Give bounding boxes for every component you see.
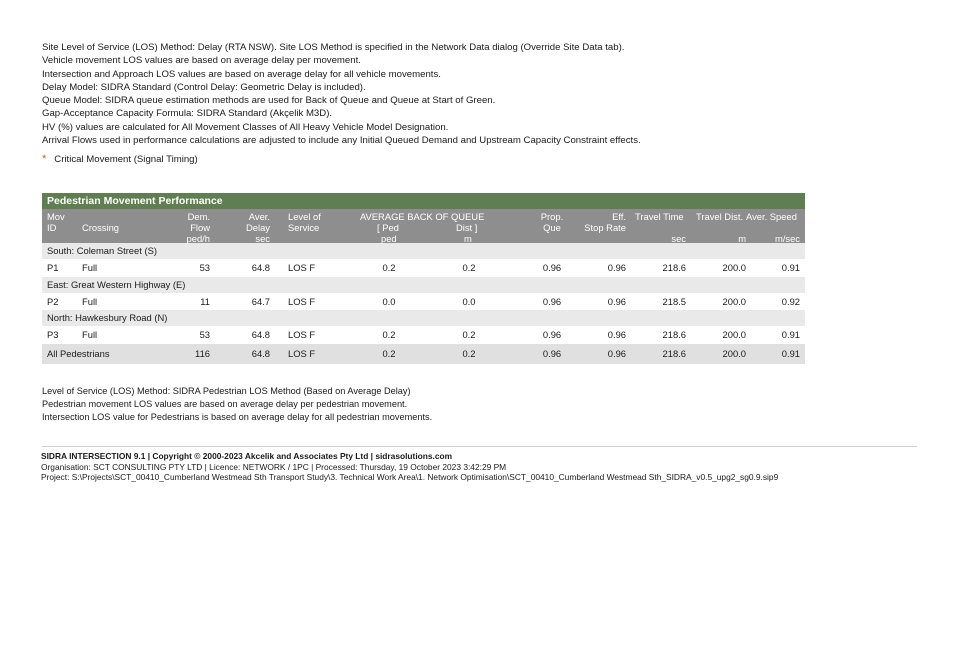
header-travel-dist-unit: m — [738, 233, 746, 244]
cell-aver-speed: 0.92 — [781, 295, 800, 307]
cell-aver-speed: 0.91 — [781, 329, 800, 340]
los-method-notes — [42, 385, 432, 424]
header-prop: Prop. — [540, 211, 564, 222]
cell-id: P3 — [47, 329, 59, 340]
cell-aver-speed: 0.91 — [781, 347, 800, 359]
critical-movement-legend — [42, 153, 198, 165]
cell-queue-ped: 0.2 — [382, 262, 396, 273]
header-average-back-of-queue: AVERAGE BACK OF QUEUE — [360, 211, 485, 222]
cell-stop-rate: 0.96 — [607, 347, 626, 359]
cell-flow: 11 — [200, 295, 210, 307]
table-header — [42, 209, 805, 243]
approach-header-south: South: Coleman Street (S) — [42, 243, 805, 259]
cell-delay: 64.8 — [251, 262, 270, 273]
header-aver-speed: Aver. Speed — [746, 211, 797, 222]
header-que: Que — [543, 222, 561, 233]
header-stop-rate: Stop Rate — [584, 222, 626, 233]
header-ped: [ Ped — [377, 222, 399, 233]
note-line: Delay Model: SIDRA Standard (Control Delay: Geometric Delay is included). — [42, 81, 366, 93]
header-delay-unit: sec — [255, 233, 270, 244]
cell-queue-dist: 0.0 — [462, 295, 476, 307]
note-line: Pedestrian movement LOS values are based on average delay per pedestrian movement. — [42, 399, 408, 409]
table-row — [42, 293, 805, 311]
cell-stop-rate: 0.96 — [607, 295, 626, 307]
header-crossing: Crossing — [82, 222, 119, 233]
cell-flow: 53 — [199, 329, 210, 340]
header-dist-unit: m — [464, 233, 472, 244]
cell-queue-ped: 0.0 — [382, 295, 396, 307]
header-eff: Eff. — [612, 211, 626, 222]
cell-aver-speed: 0.91 — [781, 262, 800, 273]
approach-header-east: East: Great Western Highway (E) — [42, 277, 805, 293]
note-line: Intersection and Approach LOS values are based on average delay for all vehicle movements. — [42, 68, 441, 80]
header-travel-dist: Travel Dist. — [696, 211, 744, 222]
critical-movement-label: Critical Movement (Signal Timing) — [54, 154, 198, 165]
note-line: HV (%) values are calculated for All Movement Classes of All Heavy Vehicle Model Designation. — [42, 121, 449, 133]
cell-travel-time: 218.6 — [662, 262, 686, 273]
cell-travel-time: 218.6 — [662, 347, 686, 359]
cell-prop-que: 0.96 — [542, 347, 562, 359]
note-line: Site Level of Service (LOS) Method: Delay (RTA NSW). Site LOS Method is specified in the Network Data dialog (Override Site Data tab). — [42, 42, 625, 53]
cell-queue-ped: 0.2 — [382, 329, 396, 340]
cell-stop-rate: 0.96 — [607, 262, 626, 273]
header-dist: Dist ] — [456, 222, 478, 233]
pedestrian-performance-table — [42, 193, 805, 364]
cell-delay: 64.8 — [251, 347, 270, 359]
method-notes — [42, 41, 641, 147]
table-title: Pedestrian Movement Performance — [42, 193, 805, 209]
cell-total-label: All Pedestrians — [47, 347, 110, 359]
header-flow: Flow — [190, 222, 210, 233]
cell-flow: 53 — [199, 262, 210, 273]
note-line: Intersection LOS value for Pedestrians is based on average delay for all pedestrian movements. — [42, 412, 433, 422]
table-total-row — [42, 344, 805, 364]
cell-id: P1 — [47, 262, 59, 273]
cell-id: P2 — [47, 295, 59, 307]
cell-travel-time: 218.5 — [662, 295, 686, 307]
cell-prop-que: 0.96 — [542, 329, 562, 340]
cell-queue-dist: 0.2 — [462, 262, 476, 273]
note-line: Level of Service (LOS) Method: SIDRA Pedestrian LOS Method (Based on Average Delay) — [42, 386, 411, 396]
header-service: Service — [288, 222, 320, 233]
header-travel-time-unit: sec — [671, 233, 686, 244]
cell-delay: 64.7 — [251, 295, 270, 307]
header-ped-unit: ped — [381, 233, 397, 244]
cell-crossing: Full — [82, 329, 98, 340]
header-aver-speed-unit: m/sec — [774, 233, 800, 244]
header-flow-unit: ped/h — [186, 233, 210, 244]
cell-prop-que: 0.96 — [542, 262, 562, 273]
note-line: Arrival Flows used in performance calculations are adjusted to include any Initial Queued Demand and Upstream Capacity Constraint effects. — [42, 135, 641, 147]
approach-header-north: North: Hawkesbury Road (N) — [42, 310, 805, 326]
header-dem: Dem. — [187, 211, 210, 222]
header-level-of: Level of — [288, 211, 321, 222]
header-id: ID — [47, 222, 57, 233]
cell-delay: 64.8 — [251, 329, 270, 340]
cell-queue-dist: 0.2 — [462, 329, 476, 340]
cell-crossing: Full — [82, 295, 98, 307]
note-line: Vehicle movement LOS values are based on average delay per movement. — [42, 55, 361, 67]
cell-los: LOS F — [288, 329, 316, 340]
cell-travel-dist: 200.0 — [722, 262, 746, 273]
header-travel-time: Travel Time — [635, 211, 684, 222]
footer-divider — [42, 446, 917, 447]
header-mov: Mov — [47, 211, 65, 222]
table-row — [42, 326, 805, 344]
cell-los: LOS F — [288, 295, 316, 307]
cell-travel-dist: 200.0 — [722, 329, 746, 340]
note-line: Queue Model: SIDRA queue estimation methods are used for Back of Queue and Queue at Start of Green. — [42, 95, 496, 107]
asterisk-icon: * — [42, 153, 47, 165]
table-row — [42, 259, 805, 277]
footer-organisation: Organisation: SCT CONSULTING PTY LTD | Licence: NETWORK / 1PC | Processed: Thursday, 19 October 2023 3:42:29 PM — [41, 461, 507, 472]
header-delay: Delay — [246, 222, 270, 233]
cell-flow: 116 — [195, 347, 210, 359]
cell-travel-dist: 200.0 — [722, 295, 746, 307]
note-line: Gap-Acceptance Capacity Formula: SIDRA Standard (Akçelik M3D). — [42, 108, 333, 120]
cell-crossing: Full — [82, 262, 98, 273]
report-footer — [41, 451, 778, 483]
header-aver: Aver. — [248, 211, 270, 222]
footer-project-path: Project: S:\Projects\SCT_00410_Cumberland Westmead Sth Transport Study\3. Technical Work Area\1. Network Optimisation\SCT_00410_Cumberland Westmead Sth_SIDRA_v0.5_upg2_sg0.9.sip9 — [41, 472, 779, 483]
cell-queue-ped: 0.2 — [382, 347, 396, 359]
footer-copyright: SIDRA INTERSECTION 9.1 | Copyright © 2000-2023 Akcelik and Associates Pty Ltd | sidrasolutions.com — [41, 451, 453, 461]
cell-stop-rate: 0.96 — [607, 329, 626, 340]
cell-los: LOS F — [288, 347, 316, 359]
cell-queue-dist: 0.2 — [462, 347, 476, 359]
cell-travel-dist: 200.0 — [722, 347, 746, 359]
cell-los: LOS F — [288, 262, 316, 273]
cell-travel-time: 218.6 — [662, 329, 686, 340]
cell-prop-que: 0.96 — [542, 295, 562, 307]
